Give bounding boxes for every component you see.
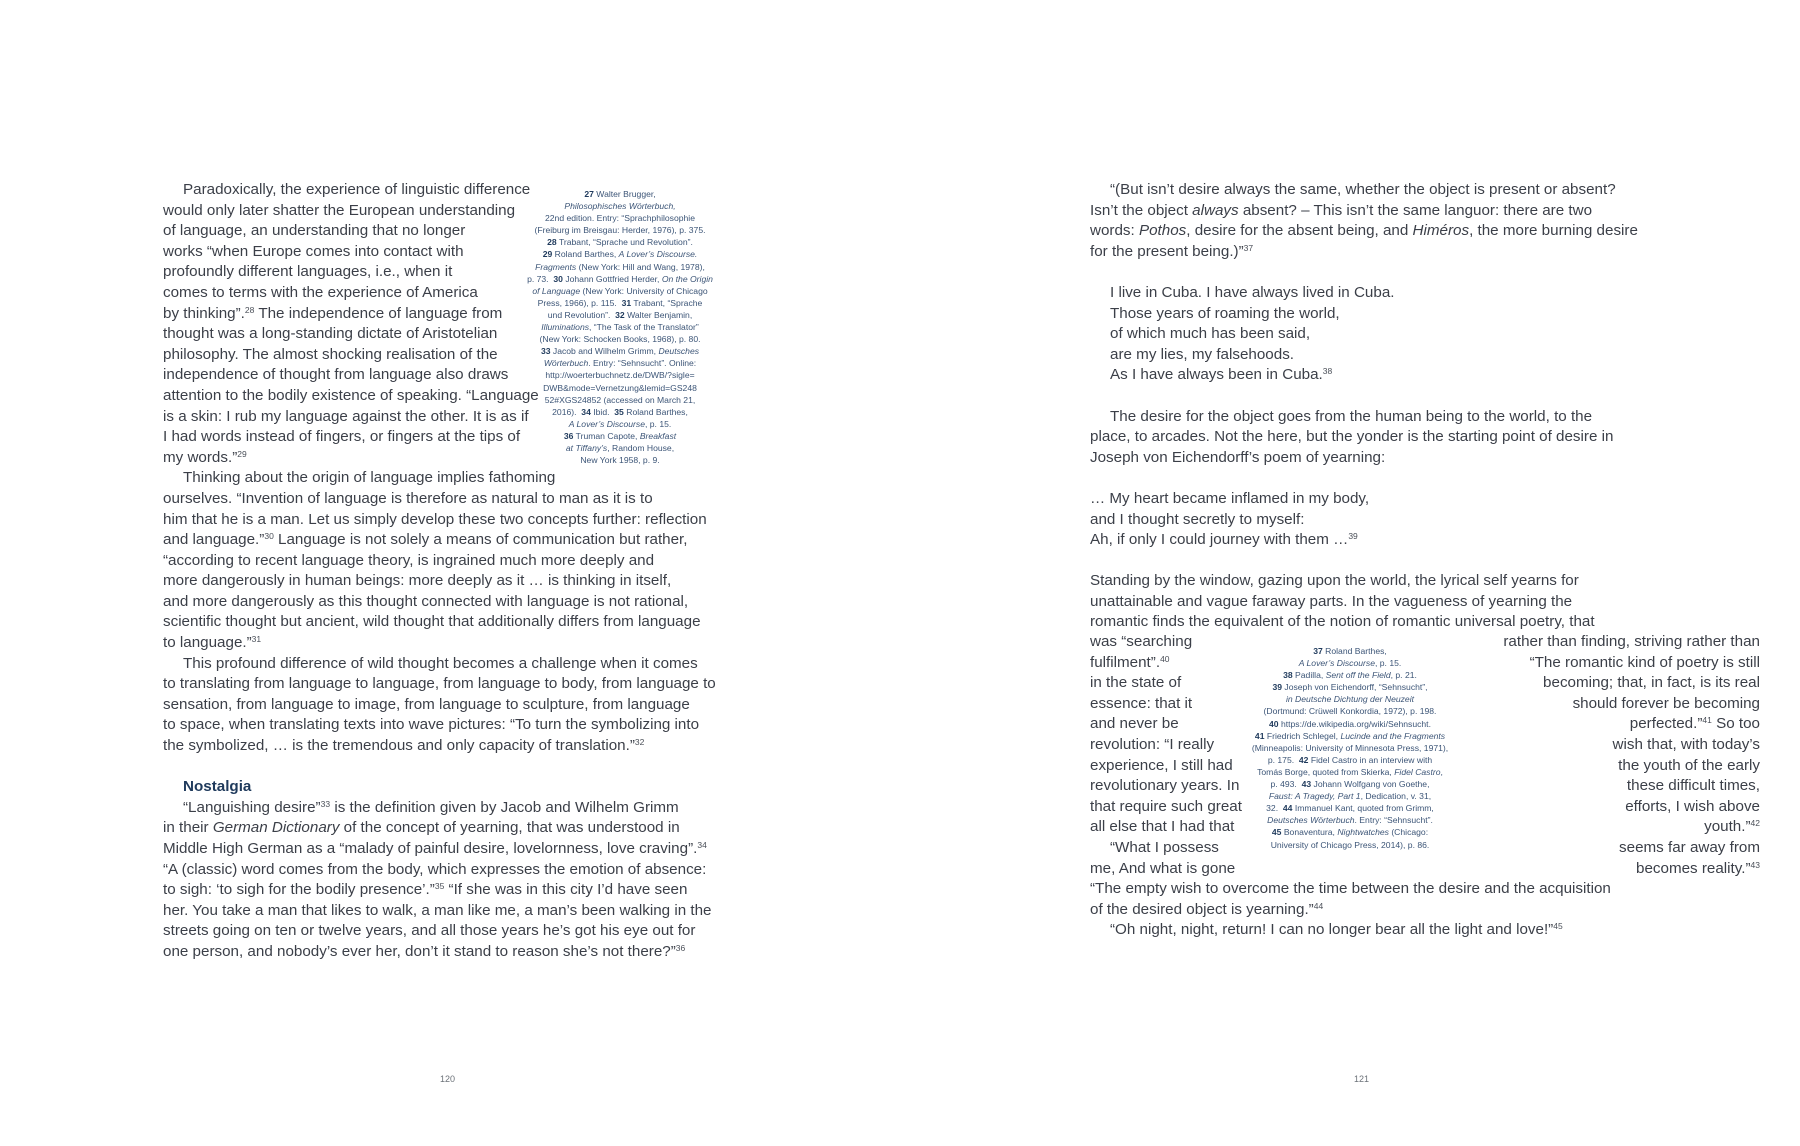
footnote-text: https://de.wikipedia.org/wiki/Sehnsucht.	[1280, 718, 1431, 729]
paragraph-4	[163, 798, 723, 963]
footnote-text: 32.	[1266, 803, 1279, 814]
footnote-italic: Philosophisches Wörterbuch,	[564, 201, 676, 212]
text-line: seems far away from	[1619, 838, 1760, 856]
footnote-italic: A Lover’s Discourse.	[618, 249, 698, 260]
footnote-text: . Entry: “Sehnsucht”.	[1354, 815, 1433, 826]
poem-cuba	[1090, 283, 1690, 386]
text-line: comes to terms with the experience of America	[163, 283, 478, 301]
section-heading: Nostalgia	[183, 778, 252, 796]
text-line: more dangerously in human beings: more deeply as it … is thinking in itself,	[163, 572, 672, 590]
footnote-text: New York 1958, p. 9.	[580, 455, 660, 466]
poem-eichendorff	[1090, 489, 1690, 551]
text-line: Standing by the window, gazing upon the world, the lyrical self yearns for	[1090, 572, 1579, 590]
footnote-italic: Faust: A Tragedy, Part 1	[1268, 791, 1361, 802]
poem-line: Those years of roaming the world,	[1110, 304, 1340, 322]
paragraph-window	[1090, 571, 1690, 633]
text-line: thought was a long-standing dictate of Aristotelian	[163, 325, 498, 343]
text-line: Thinking about the origin of language implies fathoming	[183, 469, 556, 487]
text-line: This profound difference of wild thought becomes a challenge when it comes	[183, 654, 698, 672]
poem-line: Ah, if only I could journey with them …	[1090, 531, 1349, 549]
footnote-italic: Lucinde and the Fragments	[1340, 730, 1446, 741]
footnote-text: Johann Wolfgang von Goethe,	[1313, 779, 1430, 790]
text-line: experience, I still had	[1090, 756, 1233, 774]
poem-line: I live in Cuba. I have always lived in Cuba.	[1110, 283, 1395, 301]
text-line: and never be	[1090, 715, 1179, 733]
footnote-text: Truman Capote,	[575, 430, 640, 441]
footnote-text: 2016).	[552, 406, 577, 417]
footnote-number: 35	[614, 406, 624, 417]
footnote-number: 33	[540, 346, 551, 357]
text-line: her. You take a man that likes to walk, a man like me, a man’s been walking in the	[163, 901, 712, 919]
footnote-text: 22nd edition. Entry: “Sprachphilosophie	[544, 213, 695, 224]
text-line: to language.”	[163, 634, 252, 652]
text-line: Isn’t the object	[1090, 201, 1193, 219]
text-line: works “when Europe comes into contact with	[163, 242, 464, 260]
right-body-text	[1090, 180, 1690, 633]
text-line: to translating from language to language, from language to body, from language to	[163, 675, 716, 693]
footnote-text: (Chicago:	[1388, 827, 1429, 838]
footnote-number: 28	[547, 237, 557, 248]
footnote-text: Friedrich Schlegel,	[1266, 730, 1341, 741]
footnote-ref: 34	[697, 840, 707, 850]
text-line: is a skin: I rub my language against the other. It is as if	[163, 407, 529, 425]
footnote-text: p. 175.	[1267, 754, 1295, 765]
text-line: , desire for the absent being, and	[1186, 222, 1413, 240]
text-line: philosophy. The almost shocking realisation of the	[163, 345, 498, 363]
text-line: “A (classic) word comes from the body, which expresses the emotion of absence:	[163, 860, 707, 878]
footnote-italic: Sent off the Field	[1325, 670, 1391, 681]
footnote-italic: of Language	[532, 285, 581, 296]
text-line: efforts, I wish above	[1625, 797, 1760, 815]
footnote-text: University of Chicago Press, 2014), p. 86.	[1270, 839, 1430, 850]
text-line: The desire for the object goes from the human being to the world, to the	[1110, 407, 1593, 425]
text-line: Joseph von Eichendorff’s poem of yearning:	[1090, 448, 1386, 466]
text-line: sensation, from language to image, from language to sculpture, from language	[163, 695, 690, 713]
text-line: “Oh night, night, return! I can no longer bear all the light and love!”	[1110, 921, 1554, 939]
footnote-number: 27	[584, 189, 594, 199]
poem-line: are my lies, my falsehoods.	[1110, 345, 1295, 363]
text-line: Language is not solely a means of communication but rather,	[273, 531, 688, 549]
footnote-text: Press, 1966), p. 115.	[537, 297, 617, 308]
footnote-text: . Entry: “Sehnsucht”. Online:	[588, 358, 697, 369]
footnote-text: (New York: Schocken Books, 1968), p. 80.	[539, 334, 701, 345]
footnote-italic: Nightwatches	[1337, 827, 1389, 838]
text-line: essence: that it	[1090, 694, 1193, 712]
footnote-ref: 29	[237, 448, 247, 459]
text-line: and more dangerously as this thought connected with language is not rational,	[163, 592, 689, 610]
quote-paragraph	[1090, 180, 1690, 262]
text-italic: always	[1192, 201, 1239, 219]
footnote-text: Walter Benjamin,	[627, 309, 693, 320]
footnote-italic: A Lover’s Discourse	[1298, 658, 1375, 669]
text-line: is the definition given by Jacob and Wilhelm Grimm	[330, 798, 679, 816]
footnote-text: (Freiburg im Breisgau: Herder, 1976), p. 375.	[534, 225, 706, 236]
footnote-text: Tomás Borge, quoted from Skierka,	[1257, 766, 1395, 777]
poem-line: As I have always been in Cuba.	[1110, 366, 1323, 384]
footnote-text: 52#XGS24852 (accessed on March 21,	[544, 394, 696, 405]
footnote-italic: Fragments	[535, 261, 577, 272]
footnote-text: (New York: University of Chicago	[580, 285, 708, 296]
footnote-text: , Dedication, v. 31,	[1360, 791, 1432, 802]
text-line: unattainable and vague faraway parts. In the vagueness of yearning the	[1090, 592, 1573, 610]
footnote-text: Jacob and Wilhelm Grimm,	[552, 346, 659, 357]
footnote-italic: Wörterbuch	[543, 358, 589, 369]
footnote-text: p. 73.	[527, 273, 549, 284]
left-footnotes	[500, 188, 740, 466]
text-italic: Himéros	[1412, 222, 1470, 240]
footnote-text: ,	[1440, 766, 1443, 777]
footnote-ref: 40	[1160, 653, 1170, 664]
closing-text	[1090, 879, 1710, 941]
text-line: “Languishing desire”	[183, 798, 321, 816]
footnote-ref: 36	[675, 942, 686, 953]
text-line: should forever be becoming	[1572, 694, 1760, 712]
poem-line: … My heart became inflamed in my body,	[1090, 489, 1370, 507]
text-line: Middle High German as a “malady of painful desire, lovelornness, love craving”.	[163, 840, 698, 857]
footnote-text: Joseph von Eichendorff, “Sehnsucht”,	[1284, 682, 1428, 693]
text-line: one person, and nobody’s ever her, don’t it stand to reason she’s not there?”	[163, 942, 676, 960]
footnote-italic: A Lover’s Discourse	[568, 418, 645, 429]
footnote-text: , p. 15.	[1374, 658, 1402, 669]
footnote-text: und Revolution”.	[547, 309, 611, 320]
text-line: revolutionary years. In	[1090, 777, 1240, 795]
text-line: to sigh: ‘to sigh for the bodily presence’.”	[163, 881, 435, 899]
text-line: by thinking”.	[163, 304, 245, 322]
text-line: I had words instead of fingers, or fingers at the tips of	[163, 428, 521, 446]
footnote-ref: 42	[1750, 818, 1760, 829]
paragraph-2	[163, 468, 723, 653]
footnote-text: Roland Barthes,	[554, 249, 619, 260]
text-line: romantic finds the equivalent of the notion of romantic universal poetry, that	[1090, 613, 1595, 631]
poem-line: and I thought secretly to myself:	[1090, 510, 1305, 528]
footnote-text: Bonaventura,	[1283, 827, 1338, 838]
footnote-ref: 39	[1348, 531, 1358, 542]
text-line: revolution: “I really	[1090, 735, 1215, 753]
footnote-ref: 28	[244, 304, 255, 315]
text-line: in their	[163, 819, 213, 837]
footnote-text: Fidel Castro in an interview with	[1310, 754, 1433, 765]
footnote-text: Padilla,	[1295, 670, 1326, 681]
footnote-text: http://woerterbuchnetz.de/DWB/?sigle=	[545, 370, 695, 381]
text-line: “according to recent language theory, is ingrained much more deeply and	[163, 551, 655, 569]
footnote-ref: 44	[1313, 900, 1324, 911]
text-line: of language, an understanding that no longer	[163, 222, 466, 240]
text-line: would only later shatter the European understanding	[163, 201, 516, 219]
text-line: words:	[1090, 222, 1139, 240]
text-line: of the concept of yearning, that was understood in	[339, 819, 680, 837]
text-line: youth.”	[1704, 818, 1751, 836]
footnote-text: Roland Barthes,	[1325, 646, 1387, 656]
footnote-text: (Dortmund: Crüwell Konkordia, 1972), p. 198.	[1263, 706, 1437, 717]
footnote-number: 30	[553, 273, 563, 284]
text-line: profoundly different languages, i.e., when it	[163, 263, 453, 281]
footnote-text: DWB&mode=Vernetzung&lemid=GS248	[543, 382, 697, 393]
footnote-italic: Deutsches	[658, 346, 700, 357]
footnote-text: p. 493.	[1270, 779, 1297, 790]
footnote-ref: 32	[634, 737, 645, 748]
text-line: “The romantic kind of poetry is still	[1529, 653, 1760, 671]
footnote-italic: Deutsches Wörterbuch	[1267, 815, 1355, 826]
footnote-italic: Breakfast	[639, 430, 677, 441]
text-line: me, And what is gone	[1090, 859, 1236, 877]
text-italic: German Dictionary	[212, 819, 340, 837]
text-line: streets going on ten or twelve years, and all those years he’s got his eye out for	[163, 922, 696, 940]
footnote-number: 29	[542, 249, 553, 260]
footnote-text: Roland Barthes,	[626, 406, 688, 417]
text-line: was “searching	[1090, 633, 1193, 650]
footnote-text: Immanuel Kant, quoted from Grimm,	[1294, 803, 1434, 814]
text-italic: Pothos	[1138, 222, 1187, 240]
text-line: the symbolized, … is the tremendous and only capacity of translation.”	[163, 737, 635, 755]
text-line: wish that, with today’s	[1612, 735, 1760, 753]
footnote-text: (New York: Hill and Wang, 1978),	[576, 261, 705, 272]
footnote-ref: 38	[1322, 366, 1333, 377]
footnote-ref: 43	[1750, 859, 1760, 870]
footnote-text: , p. 15.	[644, 418, 672, 429]
text-line: , the more burning desire	[1469, 222, 1638, 240]
footnote-ref: 35	[434, 881, 445, 892]
text-line: place, to arcades. Not the here, but the yonder is the starting point of desire in	[1090, 428, 1614, 446]
text-line: scientific thought but ancient, wild thought that additionally differs from language	[163, 613, 701, 631]
footnote-text: , p. 21.	[1390, 670, 1417, 681]
text-line: “If she was in this city I’d have seen	[444, 881, 688, 899]
paragraph-desire	[1090, 407, 1690, 469]
text-line: “The empty wish to overcome the time between the desire and the acquisition	[1090, 880, 1611, 897]
footnote-italic: at Tiffany’s	[565, 442, 608, 453]
text-line: “What I possess	[1110, 838, 1219, 856]
text-line: absent? – This isn’t the same languor: there are two	[1238, 201, 1593, 219]
footnote-ref: 41	[1702, 715, 1712, 726]
text-line: to space, when translating texts into wave pictures: “To turn the symbolizing into	[163, 716, 700, 734]
text-line: the youth of the early	[1618, 756, 1760, 774]
footnote-ref: 37	[1243, 242, 1254, 253]
footnote-text: Trabant, “Sprache	[633, 297, 703, 308]
text-line: attention to the bodily existence of speaking. “Language	[163, 386, 539, 404]
text-line: The independence of language from	[258, 304, 503, 322]
page-number: 121	[1354, 1074, 1370, 1084]
text-line: Paradoxically, the experience of linguistic difference	[183, 181, 531, 198]
text-line: that require such great	[1090, 797, 1242, 815]
page-number: 120	[440, 1074, 456, 1084]
footnote-ref: 45	[1553, 921, 1563, 932]
text-line: ourselves. “Invention of language is therefore as natural to man as it is to	[163, 489, 653, 507]
footnote-text: , Random House,	[607, 442, 675, 453]
text-line: for the present being.)”	[1090, 242, 1244, 260]
footnote-number: 34	[581, 406, 591, 417]
footnote-italic: Illuminations	[541, 322, 590, 333]
text-line: fulfilment”.	[1090, 653, 1161, 671]
text-line: becomes reality.”	[1636, 859, 1751, 877]
paragraph-3	[163, 654, 723, 757]
text-line: rather than finding, striving rather than	[1503, 633, 1760, 650]
text-line: becoming; that, in fact, is its real	[1543, 674, 1760, 692]
footnote-number: 36	[563, 430, 574, 441]
right-page	[900, 0, 1800, 1146]
text-line: perfected.”	[1629, 715, 1703, 733]
text-line: of the desired object is yearning.”	[1090, 900, 1314, 918]
text-line: and language.”	[163, 531, 265, 549]
footnote-text: (Minneapolis: University of Minnesota Press, 1971),	[1251, 742, 1449, 753]
footnote-text: Walter Brugger,	[596, 189, 656, 199]
text-line: him that he is a man. Let us simply develop these two concepts further: reflection	[163, 510, 707, 528]
footnote-italic: Fidel Castro	[1394, 766, 1441, 777]
footnote-ref: 30	[264, 531, 274, 542]
footnote-ref: 33	[320, 798, 331, 809]
footnote-italic: On the Origin	[661, 273, 713, 284]
footnote-number: 31	[621, 297, 632, 308]
poem-line: of which much has been said,	[1110, 325, 1311, 343]
text-line: in the state of	[1090, 674, 1182, 692]
footnote-ref: 31	[251, 634, 262, 645]
text-line: “(But isn’t desire always the same, whether the object is present or absent?	[1110, 181, 1616, 198]
right-footnotes: 37 Roland Barthes, A Lover’s Discourse, p. 15. 38 Padilla, Sent off the Field, p. 21. 39 Joseph von Eichendorff, “Sehnsucht”, in Deutsche Dichtung der Neuzeit (Dortmund: Crüwell Konkordia, 1972), p. 198. 40 https://de.wikipedia.org/wiki/Sehnsucht. 41 Friedrich Schlegel, Lucinde and the Fragments (Minneapolis: University of Minnesota Press, 1971), p. 175. 42 Fidel Castro in an interview with Tomás Borge, quoted from Skierka, Fidel Castro, p. 493. 43 Johann Wolfgang von Goethe, Faust: A Tragedy, Part 1, Dedication, v. 31, 32. 44 Immanuel Kant, quoted from Grimm, Deutsches Wörterbuch. Entry: “Sehnsucht”. 45 Bonaventura, Nightwatches (Chicago: University of Chicago Press, 2014), p. 86.	[1251, 646, 1449, 850]
footnote-italic: in Deutsche Dichtung der Neuzeit	[1285, 694, 1415, 705]
split-right-column: rather than finding, striving rather than “The romantic kind of poetry is still becoming; that, in fact, is its real should forever be becoming perfected.”$^{41}$ So too wish that, with today’s the youth of the early these difficult times, efforts, I wish above youth.”$^{42}$ seems far away from becomes reality.”$^{43}$	[1503, 633, 1760, 877]
text-line: these difficult times,	[1626, 777, 1760, 795]
footnote-text: Trabant, “Sprache und Revolution”.	[558, 237, 693, 248]
footnote-text: Johann Gottfried Herder,	[565, 273, 662, 284]
footnote-text: , “The Task of the Translator”	[589, 322, 699, 333]
text-line: all else that I had that	[1090, 818, 1235, 836]
footnote-number: 32	[615, 309, 625, 320]
text-line: my words.”	[163, 448, 238, 466]
footnote-text: Ibid.	[593, 406, 610, 417]
text-line: independence of thought from language also draws	[163, 366, 509, 384]
